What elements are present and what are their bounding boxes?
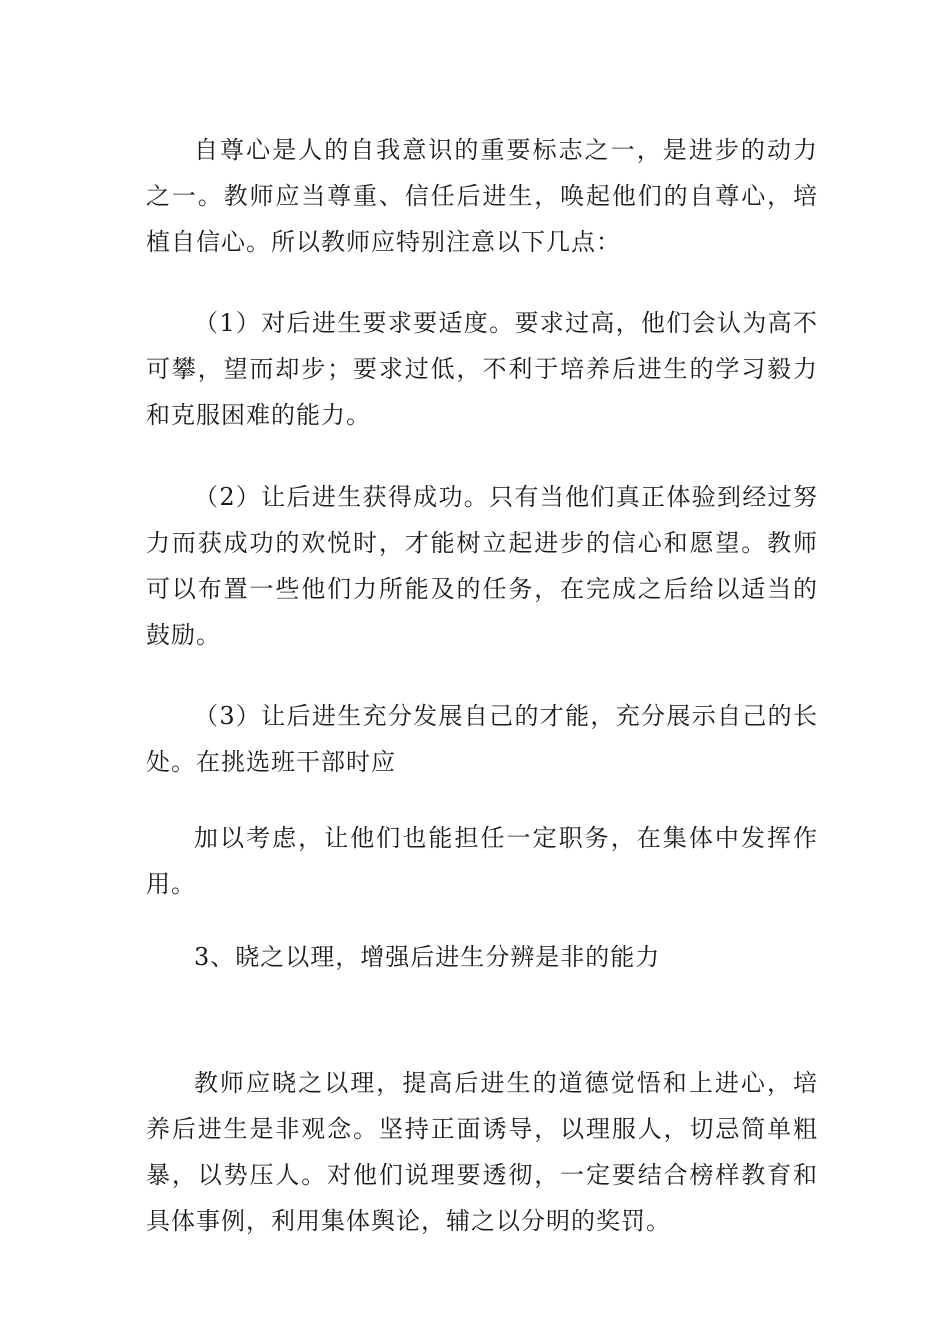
paragraph-reasoning: 教师应晓之以理，提高后进生的道德觉悟和上进心，培养后进生是非观念。坚持正面诱导，以理服人，切忌简单粗暴，以势压人。对他们说理要透彻，一定要结合榜样教育和具体事例，利用集体舆论，辅之以分明的奖罚。: [146, 1069, 818, 1235]
paragraph-point-3-continued: 加以考虑，让他们也能担任一定职务，在集体中发挥作用。: [146, 824, 818, 898]
paragraph-point-2: （2）让后进生获得成功。只有当他们真正体验到经过努力而获成功的欢悦时，才能树立起进步的信心和愿望。教师可以布置一些他们力所能及的任务，在完成之后给以适当的鼓励。: [146, 483, 818, 649]
paragraph-point-3: （3）让后进生充分发展自己的才能，充分展示自己的长处。在挑选班干部时应: [146, 702, 818, 776]
section-heading-3: 3、晓之以理，增强后进生分辨是非的能力: [194, 943, 661, 971]
paragraph-self-esteem-intro: 自尊心是人的自我意识的重要标志之一，是进步的动力之一。教师应当尊重、信任后进生，唤起他们的自尊心，培植自信心。所以教师应特别注意以下几点：: [146, 136, 818, 256]
paragraph-point-1: （1）对后进生要求要适度。要求过高，他们会认为高不可攀，望而却步；要求过低，不利于培养后进生的学习毅力和克服困难的能力。: [146, 309, 818, 429]
